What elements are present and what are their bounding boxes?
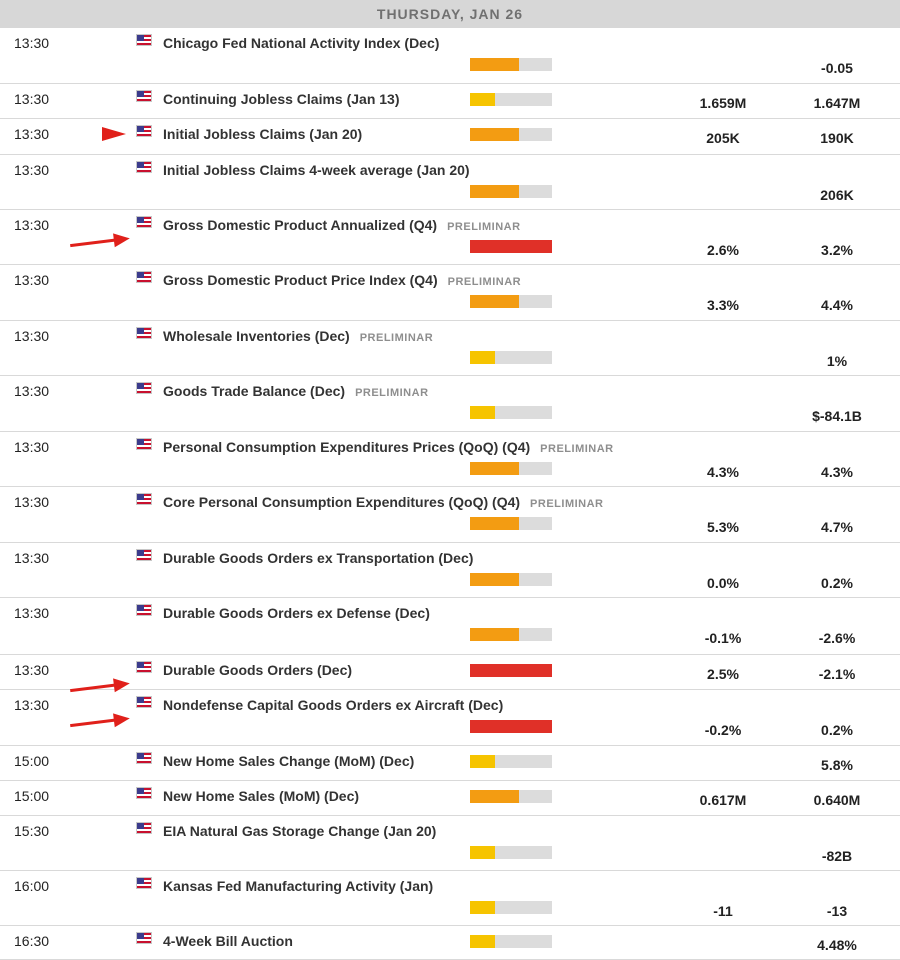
event-title-text[interactable]: Chicago Fed National Activity Index (Dec) [163,35,440,51]
day-header: THURSDAY, JAN 26 [0,0,900,28]
event-row[interactable] [0,321,900,376]
event-title-text[interactable]: New Home Sales Change (MoM) (Dec) [163,753,415,769]
previous-value: 190K [820,130,854,146]
event-row[interactable] [0,28,900,84]
event-row[interactable] [0,871,900,926]
impact-bar [470,462,552,475]
us-flag-icon [136,549,152,561]
impact-fill [470,755,495,768]
event-time: 13:30 [14,662,50,678]
event-title-text[interactable]: Core Personal Consumption Expenditures (QoQ) (Q4) [163,494,521,510]
preliminary-badge: PRELIMINAR [530,498,604,510]
previous-value: 0.640M [813,792,861,808]
event-time: 13:30 [14,383,50,399]
previous-value: -0.05 [821,60,853,76]
us-flag-icon [136,216,152,228]
event-row[interactable] [0,155,900,210]
impact-bar [470,295,552,308]
impact-bar [470,628,552,641]
event-title[interactable] [163,217,521,233]
previous-value: -2.6% [818,630,856,646]
event-title[interactable] [163,823,436,839]
previous-value: 0.2% [821,575,853,591]
event-time: 13:30 [14,697,50,713]
event-title-text[interactable]: EIA Natural Gas Storage Change (Jan 20) [163,823,437,839]
impact-fill [470,628,519,641]
event-title-text[interactable]: Initial Jobless Claims 4-week average (Jan 20) [163,162,470,178]
event-title[interactable] [163,550,473,566]
event-title-text[interactable]: Wholesale Inventories (Dec) [163,328,350,344]
forecast-value: -0.2% [704,722,742,738]
event-title-text[interactable]: Initial Jobless Claims (Jan 20) [163,126,363,142]
event-time: 15:00 [14,753,50,769]
impact-bar [470,846,552,859]
event-time: 13:30 [14,35,50,51]
event-time: 13:30 [14,494,50,510]
us-flag-icon [136,752,152,764]
event-row[interactable] [0,746,900,781]
forecast-value: 1.659M [699,95,747,111]
previous-value: 4.3% [821,464,853,480]
us-flag-icon [136,604,152,616]
event-title[interactable] [163,662,352,678]
forecast-value: 3.3% [707,297,739,313]
impact-bar [470,664,552,677]
impact-fill [470,93,495,106]
forecast-value: 0.617M [699,792,747,808]
impact-bar [470,351,552,364]
event-row[interactable] [0,816,900,871]
us-flag-icon [136,932,152,944]
previous-value: -13 [826,903,848,919]
previous-value: -2.1% [818,666,856,682]
event-time: 15:30 [14,823,50,839]
arrow-head [113,231,131,247]
us-flag-icon [136,34,152,46]
impact-bar [470,93,552,106]
forecast-value: 0.0% [707,575,739,591]
previous-value: 3.2% [821,242,853,258]
forecast-value: -0.1% [704,630,742,646]
impact-fill [470,720,552,733]
event-title[interactable] [163,697,503,713]
previous-value: 1% [826,353,848,369]
event-title[interactable] [163,91,400,107]
us-flag-icon [136,271,152,283]
preliminary-badge: PRELIMINAR [540,443,614,455]
impact-fill [470,517,519,530]
us-flag-icon [136,696,152,708]
event-title[interactable] [163,439,614,455]
impact-bar [470,185,552,198]
event-time: 15:00 [14,788,50,804]
us-flag-icon [136,661,152,673]
impact-bar [470,517,552,530]
impact-bar [470,58,552,71]
event-time: 13:30 [14,439,50,455]
event-time: 13:30 [14,91,50,107]
previous-value: $-84.1B [812,408,862,424]
impact-fill [470,240,552,253]
event-row[interactable] [0,690,900,746]
impact-fill [470,935,495,948]
red-arrow-icon [67,708,133,736]
event-time: 13:30 [14,605,50,621]
event-time: 13:30 [14,162,50,178]
preliminary-badge: PRELIMINAR [359,332,434,344]
forecast-value: 2.6% [707,242,739,258]
event-row[interactable] [0,84,900,119]
impact-fill [470,406,495,419]
event-title[interactable] [163,494,604,510]
event-title-text[interactable]: Durable Goods Orders ex Defense (Dec) [163,605,430,621]
previous-value: 4.7% [821,519,853,535]
previous-value: 4.4% [821,297,853,313]
event-title-text[interactable]: Continuing Jobless Claims (Jan 13) [163,91,400,107]
event-time: 16:30 [14,933,50,949]
event-title[interactable] [163,272,521,288]
impact-fill [470,128,519,141]
forecast-value: 2.5% [707,666,739,682]
impact-bar [470,935,552,948]
event-time: 13:30 [14,550,50,566]
event-row[interactable] [0,487,900,543]
red-arrow-icon [67,228,133,256]
event-title-text[interactable]: Gross Domestic Product Annualized (Q4) [163,217,438,233]
previous-value: 4.48% [817,937,857,953]
impact-fill [470,664,552,677]
event-title[interactable] [163,788,359,804]
previous-value: 0.2% [821,722,853,738]
event-title-text[interactable]: Personal Consumption Expenditures Prices (QoQ) (Q4) [163,439,531,455]
arrow-head [102,127,126,141]
event-title-text[interactable]: Nondefense Capital Goods Orders ex Aircraft (Dec) [163,697,504,713]
event-title-text[interactable]: New Home Sales (MoM) (Dec) [163,788,360,804]
event-title[interactable] [163,35,439,51]
impact-bar [470,901,552,914]
event-row[interactable] [0,543,900,598]
impact-bar [470,406,552,419]
event-title[interactable] [163,605,430,621]
us-flag-icon [136,327,152,339]
impact-fill [470,58,519,71]
arrow-shaft [70,240,116,246]
event-row[interactable] [0,210,900,265]
event-title[interactable] [163,753,414,769]
impact-fill [470,462,519,475]
forecast-value: 4.3% [707,464,739,480]
event-row[interactable] [0,781,900,816]
event-title[interactable] [163,878,433,894]
us-flag-icon [136,787,152,799]
us-flag-icon [136,822,152,834]
preliminary-badge: PRELIMINAR [447,221,521,233]
event-row[interactable] [0,376,900,432]
previous-value: -82B [821,848,853,864]
impact-bar [470,755,552,768]
impact-fill [470,295,519,308]
impact-fill [470,901,495,914]
forecast-value: -11 [713,903,733,919]
event-row[interactable] [0,655,900,690]
impact-bar [470,790,552,803]
forecast-value: 5.3% [707,519,739,535]
event-title-text[interactable]: Goods Trade Balance (Dec) [163,383,346,399]
previous-value: 1.647M [813,95,861,111]
previous-value: 5.8% [821,757,853,773]
impact-fill [470,573,519,586]
event-title[interactable] [163,126,362,142]
impact-bar [470,240,552,253]
us-flag-icon [136,493,152,505]
impact-fill [470,790,519,803]
event-title[interactable] [163,383,429,399]
event-title[interactable] [163,162,470,178]
event-time: 13:30 [14,328,50,344]
forecast-value: 205K [706,130,740,146]
us-flag-icon [136,382,152,394]
event-row[interactable] [0,926,900,960]
event-time: 13:30 [14,126,50,142]
impact-bar [470,573,552,586]
event-title-text[interactable]: Kansas Fed Manufacturing Activity (Jan) [163,878,434,894]
impact-fill [470,846,495,859]
impact-bar [470,128,552,141]
event-title-text[interactable]: Durable Goods Orders (Dec) [163,662,353,678]
event-time: 16:00 [14,878,50,894]
us-flag-icon [136,161,152,173]
us-flag-icon [136,90,152,102]
event-title[interactable] [163,933,293,949]
preliminary-badge: PRELIMINAR [355,387,429,399]
impact-fill [470,351,495,364]
impact-fill [470,185,519,198]
event-title[interactable] [163,328,433,344]
us-flag-icon [136,877,152,889]
arrow-shaft [70,720,116,726]
arrow-head [113,711,131,727]
event-time: 13:30 [14,217,50,233]
event-title-text[interactable]: Gross Domestic Product Price Index (Q4) [163,272,438,288]
event-row[interactable] [0,265,900,321]
preliminary-badge: PRELIMINAR [447,276,522,288]
event-title-text[interactable]: Durable Goods Orders ex Transportation (Dec) [163,550,474,566]
previous-value: 206K [820,187,854,203]
event-title-text[interactable]: 4-Week Bill Auction [163,933,293,949]
event-time: 13:30 [14,272,50,288]
impact-bar [470,720,552,733]
event-row[interactable] [0,598,900,655]
red-arrow-icon [100,124,164,144]
us-flag-icon [136,438,152,450]
event-row[interactable] [0,432,900,487]
event-row[interactable] [0,119,900,155]
